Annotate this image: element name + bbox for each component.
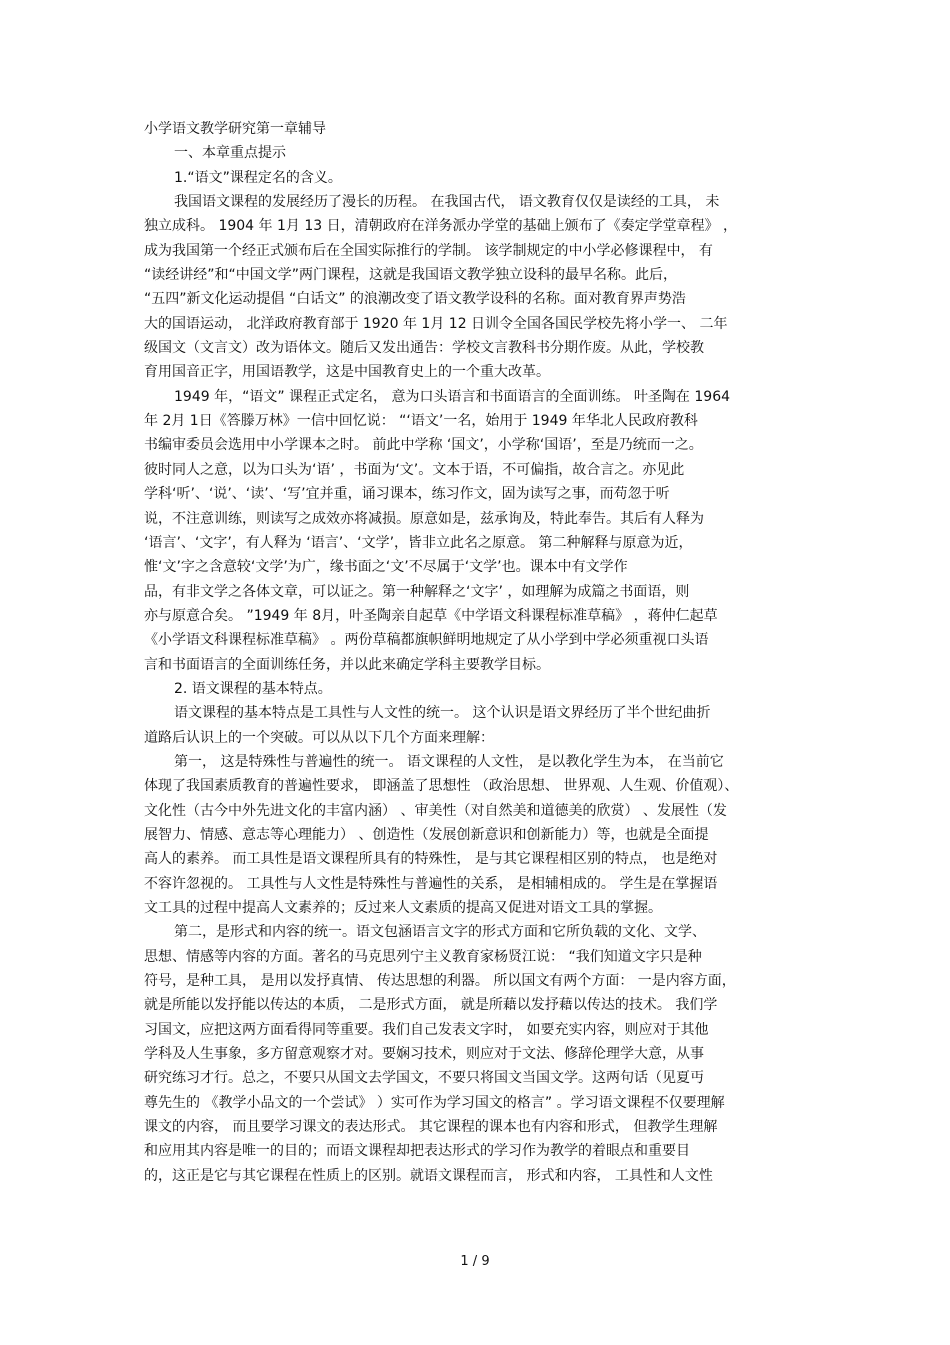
paragraph-line: 年 2月 1日《答滕万林》一信中回忆说： “‘语文’一名，始用于 1949 年华北人民政府教科	[144, 413, 698, 430]
paragraph-line: 道路后认识上的一个突破。可以从以下几个方面来理解：	[144, 729, 494, 746]
paragraph-line: 成为我国第一个经正式颁布后在全国实际推行的学制。 该学制规定的中小学必修课程中， 有	[144, 242, 713, 259]
paragraph-line: 课文的内容， 而且要学习课文的表达形式。 其它课程的课本也有内容和形式， 但教学生理解	[144, 1119, 718, 1136]
paragraph-line: 独立成科。 1904 年 1月 13 日，清朝政府在洋务派办学堂的基础上颁布了《奏定学堂章程》 ，	[144, 218, 738, 235]
paragraph-line: 符号，是种工具， 是用以发抒真情、 传达思想的利器。 所以国文有两个方面： 一是内容方面，	[144, 973, 736, 990]
paragraph-line: 文化性（古今中外先进文化的丰富内涵） 、审美性（对自然美和道德美的欣赏） 、发展性（发	[144, 802, 727, 819]
paragraph-line: 展智力、情感、意志等心理能力） 、创造性（发展创新意识和创新能力）等，也就是全面提	[144, 826, 709, 843]
paragraph-line: 惟‘文’字之含意较‘文学’为广，缘书面之‘文’不尽属于‘文学’也。课本中有文学作	[144, 559, 628, 576]
paragraph-line: 大的国语运动， 北洋政府教育部于 1920 年 1月 12 日训令全国各国民学校先将小学一、 二年	[144, 315, 728, 332]
paragraph-line: 高人的素养。 而工具性是语文课程所具有的特殊性， 是与其它课程相区别的特点， 也是绝对	[144, 851, 718, 868]
paragraph-line: “五四”新文化运动提倡 “白话文” 的浪潮改变了语文教学设科的名称。面对教育界声势浩	[144, 291, 686, 308]
paragraph-line: 1949 年，“语文” 课程正式定名， 意为口头语言和书面语言的全面训练。 叶圣陶在 1964	[174, 388, 731, 405]
document-title: 小学语文教学研究第一章辅导	[144, 121, 326, 137]
paragraph-line: 亦与原意合矣。 ”1949 年 8月，叶圣陶亲自起草《中学语文科课程标准草稿》 ，蒋仲仁起草	[144, 607, 718, 624]
paragraph-line: 品，有非文学之各体文章，可以证之。第一种解释之‘文字’ ，如理解为成篇之书面语，则	[144, 583, 690, 600]
paragraph-line: 级国文（文言文）改为语体文。随后又发出通告：学校文言教科书分期作废。从此，学校教	[144, 340, 704, 357]
paragraph-line: 《小学语文科课程标准草稿》 。两份草稿都旗帜鲜明地规定了从小学到中学必须重视口头语	[144, 632, 709, 649]
paragraph-line: 不容许忽视的。 工具性与人文性是特殊性与普遍性的关系， 是相辅相成的。 学生是在掌握语	[144, 875, 718, 892]
paragraph-line: 体现了我国素质教育的普遍性要求， 即涵盖了思想性 （政治思想、 世界观、人生观、价值观）、	[144, 778, 739, 795]
paragraph-line: 语文课程的基本特点是工具性与人文性的统一。 这个认识是语文界经历了半个世纪曲折	[174, 705, 711, 722]
paragraph-line: 学科‘听’、‘说’、‘读’、‘写’宜并重，诵习课本，练习作文，固为读写之事，而苟忽于听	[144, 486, 670, 503]
paragraph-line: 学科及人生事象，多方留意观察才对。要娴习技术，则应对于文法、修辞伦理学大意，从事	[144, 1046, 704, 1063]
paragraph-line: 言和书面语言的全面训练任务，并以此来确定学科主要教学目标。	[144, 656, 550, 673]
paragraph-line: 我国语文课程的发展经历了漫长的历程。 在我国古代， 语文教育仅仅是读经的工具， 未	[174, 194, 720, 211]
document-body	[144, 117, 809, 1188]
paragraph-line: 书编审委员会选用中小学课本之时。 前此中学称 ‘国文’，小学称‘国语’，至是乃统而一之。	[144, 437, 703, 454]
paragraph-line: 尊先生的 《教学小品文的一个尝试》 ）实可作为学习国文的格言” 。学习语文课程不仅要理解	[144, 1094, 725, 1111]
paragraph-line: 说，不注意训练，则读写之成效亦将减损。原意如是，兹承询及，特此奉告。其后有人释为	[144, 510, 704, 527]
paragraph-line: 就是所能以发抒能以传达的本质， 二是形式方面， 就是所藉以发抒藉以传达的技术。 我们学	[144, 997, 718, 1014]
paragraph-line: 彼时同人之意，以为口头为‘语’ ，书面为‘文’。文本于语，不可偏指，故合言之。亦见此	[144, 461, 685, 478]
paragraph-line: 的，这正是它与其它课程在性质上的区别。就语文课程而言， 形式和内容， 工具性和人文性	[144, 1167, 713, 1184]
paragraph-line: 和应用其内容是唯一的目的；而语文课程却把表达形式的学习作为教学的着眼点和重要目	[144, 1143, 690, 1160]
subsection-heading-2: 2. 语文课程的基本特点。	[174, 680, 332, 697]
paragraph-line: 习国文，应把这两方面看得同等重要。我们自己发表文字时， 如要充实内容，则应对于其他	[144, 1021, 709, 1038]
paragraph-line: 思想、情感等内容的方面。著名的马克思列宁主义教育家杨贤江说： “我们知道文字只是种	[144, 948, 702, 965]
paragraph-line: ‘语言’、‘文字’，有人释为 ‘语言’、‘文学’，皆非立此名之原意。 第二种解释与原意为近，	[144, 534, 693, 551]
page-number: 1 / 9	[460, 1254, 490, 1269]
paragraph-line: 研究练习才行。总之，不要只从国文去学国文，不要只将国文当国文学。这两句话（见夏丏	[144, 1070, 704, 1087]
paragraph-line: 第一， 这是特殊性与普遍性的统一。 语文课程的人文性， 是以教化学生为本， 在当前它	[174, 753, 724, 770]
paragraph-line: 文工具的过程中提高人文素养的；反过来人文素质的提高又促进对语文工具的掌握。	[144, 900, 662, 916]
section-heading: 一、本章重点提示	[174, 145, 286, 162]
paragraph-line: “读经讲经”和“中国文学”两门课程，这就是我国语文教学独立设科的最早名称。此后，	[144, 267, 678, 284]
paragraph-line: 育用国音正字，用国语教学，这是中国教育史上的一个重大改革。	[144, 364, 550, 381]
paragraph-line: 第二，是形式和内容的统一。语文包涵语言文字的形式方面和它所负载的文化、文学、	[174, 924, 706, 941]
subsection-heading-1: 1.“语文”课程定名的含义。	[174, 169, 342, 186]
